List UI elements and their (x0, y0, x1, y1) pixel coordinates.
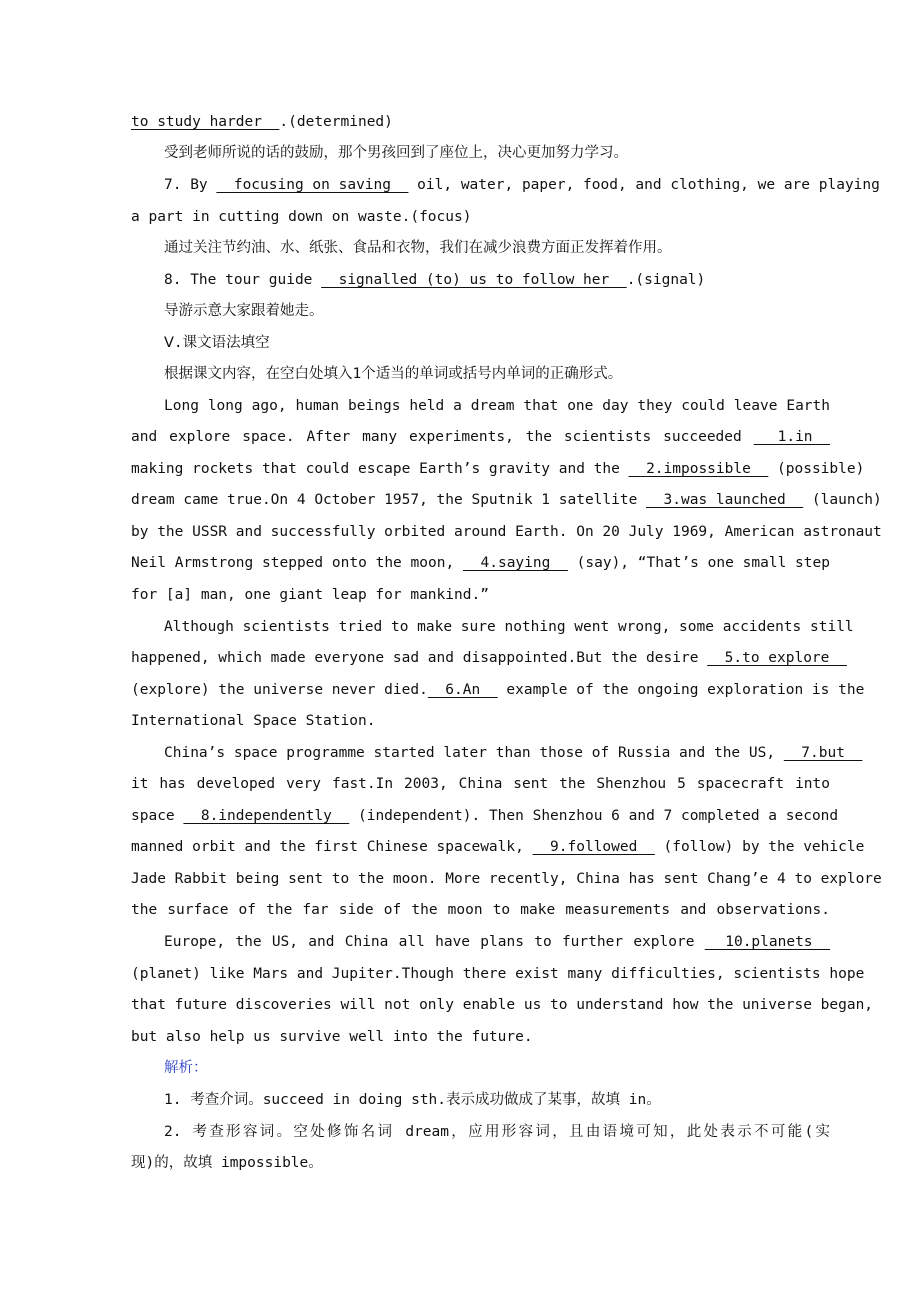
text-run: manned orbit and the first Chinese spacewalk, (131, 839, 533, 855)
text-run: Europe, the US, and China all have plans to further explore (164, 934, 705, 950)
text-run: (launch) (803, 492, 882, 508)
text-run: Ⅴ.课文语法填空 (164, 335, 270, 351)
text-line (131, 488, 882, 512)
text-line (131, 678, 865, 702)
text-run: (explore) the universe never died. (131, 682, 428, 698)
text-run: 现)的，故填 impossible。 (131, 1155, 323, 1171)
text-line (131, 772, 830, 796)
text-run: .(determined) (279, 114, 393, 130)
text-line (131, 520, 882, 544)
text-line (131, 804, 839, 828)
text-run: example of the ongoing exploration is the (497, 682, 865, 698)
answer-blank: 6.An (427, 682, 498, 698)
text-line (131, 646, 847, 670)
text-line (131, 898, 830, 922)
text-run: but also help us survive well into the future. (131, 1029, 533, 1045)
answer-blank: 4.saying (462, 555, 568, 571)
text-line (131, 551, 830, 575)
fragment-line (131, 110, 830, 134)
text-run: a part in cutting down on waste.(focus) (131, 209, 472, 225)
text-line (164, 1120, 830, 1144)
text-run: 通过关注节约油、水、纸张、食品和衣物，我们在减少浪费方面正发挥着作用。 (164, 240, 672, 256)
text-line (131, 1025, 830, 1049)
sentence-8-line (164, 268, 830, 292)
text-run: Jade Rabbit being sent to the moon. More recently, China has sent Chang’e 4 to explore (131, 871, 882, 887)
text-run: 解析： (164, 1060, 208, 1076)
text-line (164, 394, 830, 418)
answer-blank: 1.in (753, 429, 831, 445)
text-line (131, 835, 865, 859)
text-line (131, 583, 830, 607)
text-line (131, 709, 830, 733)
answer-blank: 8.independently (183, 808, 350, 824)
text-line (164, 930, 830, 954)
translation-line (164, 141, 830, 165)
text-run: Neil Armstrong stepped onto the moon, (131, 555, 463, 571)
text-run: happened, which made everyone sad and disappointed.But the desire (131, 650, 708, 666)
answer-blank: signalled (to) us to follow her (321, 272, 627, 288)
text-line (164, 741, 863, 765)
text-line (131, 993, 874, 1017)
text-run: the surface of the far side of the moon to make measurements and observations. (131, 902, 830, 918)
text-run: 2. 考查形容词。空处修饰名词 dream，应用形容词，且由语境可知，此处表示不可能(实 (164, 1124, 830, 1140)
text-line (131, 867, 882, 891)
text-run: for [a] man, one giant leap for mankind.” (131, 587, 489, 603)
text-run: International Space Station. (131, 713, 376, 729)
answer-blank: to study harder (131, 114, 280, 130)
text-run: 7. By (164, 177, 217, 193)
text-run: by the USSR and successfully orbited around Earth. On 20 July 1969, American astronaut (131, 524, 882, 540)
text-line (164, 615, 854, 639)
text-line (164, 1088, 830, 1112)
text-run: 导游示意大家跟着她走。 (164, 303, 324, 319)
text-run: it has developed very fast.In 2003, China sent the Shenzhou 5 spacecraft into (131, 776, 830, 792)
text-run: (independent). Then Shenzhou 6 and 7 completed a second (349, 808, 839, 824)
answer-blank: 10.planets (704, 934, 830, 950)
translation-8-line (164, 299, 830, 323)
answer-blank: 9.followed (532, 839, 655, 855)
text-run: (planet) like Mars and Jupiter.Though there exist many difficulties, scientists hope (131, 966, 865, 982)
text-line (131, 457, 865, 481)
text-run: space (131, 808, 184, 824)
text-run: 1. 考查介词。succeed in doing sth.表示成功做成了某事，故填 in。 (164, 1092, 661, 1108)
section-heading-line (164, 331, 830, 355)
text-run: Although scientists tried to make sure nothing went wrong, some accidents still (164, 619, 854, 635)
text-run: and explore space. After many experiments, the scientists succeeded (131, 429, 754, 445)
text-run: (follow) by the vehicle (654, 839, 865, 855)
text-run: (possible) (768, 461, 865, 477)
text-line (131, 425, 830, 449)
instruction-line (164, 362, 830, 386)
text-run: oil, water, paper, food, and clothing, we are playing (408, 177, 880, 193)
text-run: (say), “That’s one small step (567, 555, 830, 571)
text-line (164, 1056, 830, 1080)
sentence-7-line (164, 173, 880, 197)
text-run: that future discoveries will not only enable us to understand how the universe began, (131, 997, 874, 1013)
answer-blank: 5.to explore (707, 650, 847, 666)
text-run: dream came true.On 4 October 1957, the Sputnik 1 satellite (131, 492, 647, 508)
answer-blank: focusing on saving (216, 177, 409, 193)
answer-blank: 2.impossible (628, 461, 769, 477)
text-run: 8. The tour guide (164, 272, 322, 288)
text-run: Long long ago, human beings held a dream that one day they could leave Earth (164, 398, 830, 414)
text-run: 受到老师所说的话的鼓励，那个男孩回到了座位上，决心更加努力学习。 (164, 145, 628, 161)
text-run: .(signal) (626, 272, 706, 288)
sentence-7-cont-line (131, 205, 830, 229)
translation-7-line (164, 236, 830, 260)
text-line (131, 1151, 830, 1175)
text-run: making rockets that could escape Earth’s gravity and the (131, 461, 629, 477)
answer-blank: 3.was launched (646, 492, 804, 508)
text-run: China’s space programme started later than those of Russia and the US, (164, 745, 784, 761)
text-run: 根据课文内容，在空白处填入1个适当的单词或括号内单词的正确形式。 (164, 366, 623, 382)
answer-blank: 7.but (783, 745, 863, 761)
text-line (131, 962, 865, 986)
